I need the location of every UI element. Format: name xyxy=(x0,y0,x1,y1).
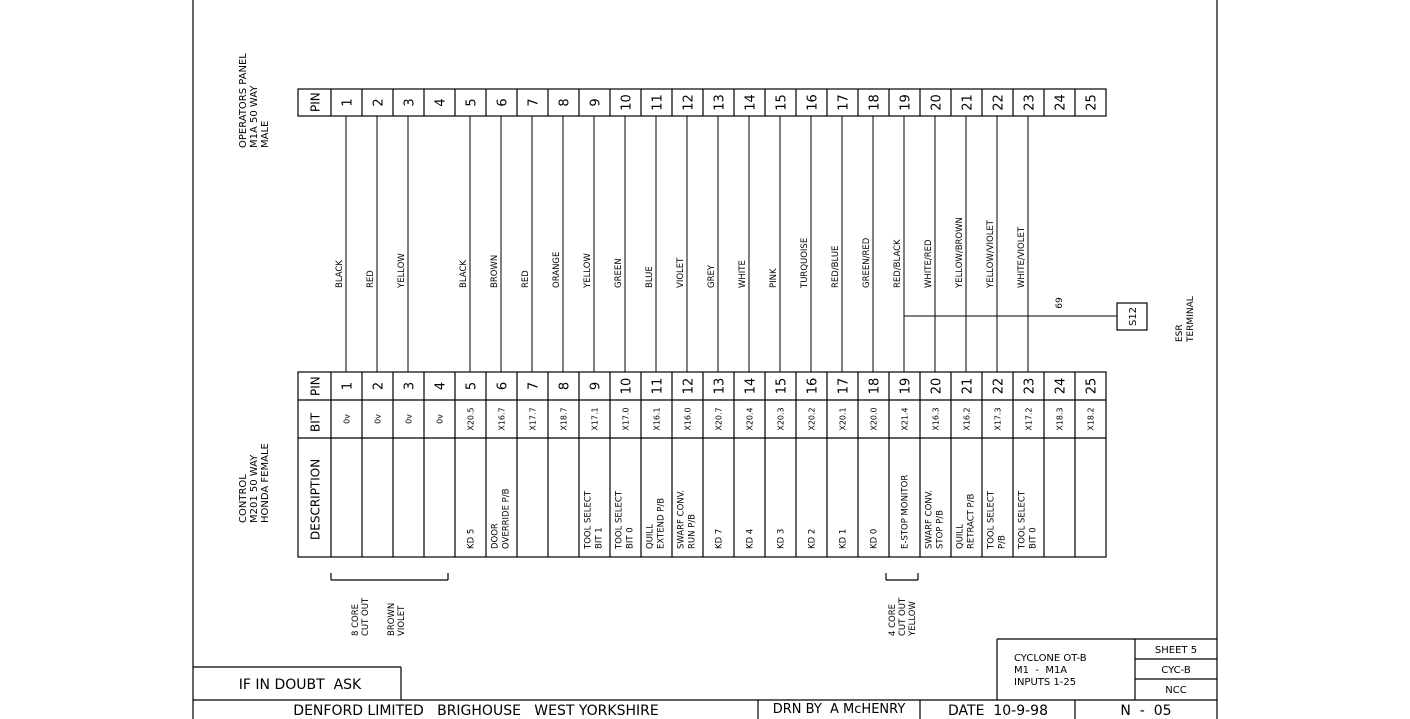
description-line: BIT 0 xyxy=(625,527,636,549)
top-pin-number: 21 xyxy=(960,94,976,111)
wire-color-label: ORANGE xyxy=(552,251,562,288)
esr-terminal xyxy=(904,296,1196,372)
bit-address: 0v xyxy=(373,414,383,424)
bottom-pin-number: 4 xyxy=(433,381,449,391)
bit-address: X20.2 xyxy=(807,407,817,431)
description-line: KD 5 xyxy=(466,528,477,549)
description-line: TOOL SELECT xyxy=(986,490,997,549)
description-line: RUN P/B xyxy=(687,513,698,549)
bottom-pin-number: 8 xyxy=(557,381,573,391)
top-pin-number: 3 xyxy=(402,98,418,107)
description-line: KD 1 xyxy=(838,528,849,549)
top-pin-number: 7 xyxy=(526,98,542,107)
top-pin-number: 5 xyxy=(464,98,480,107)
bit-address: 0v xyxy=(435,414,445,424)
top-pin-number: 2 xyxy=(371,98,387,107)
top-pin-number: 24 xyxy=(1053,94,1069,111)
top-pin-header: PIN xyxy=(308,92,323,112)
cable-note-right-line: 4 CORE xyxy=(888,603,898,636)
date-text: DATE 10-9-98 xyxy=(948,703,1048,719)
description-line: E-STOP MONITOR xyxy=(900,474,911,549)
top-connector-label xyxy=(238,53,271,148)
bottom-pin-number: 13 xyxy=(712,377,728,395)
title-line-3: INPUTS 1-25 xyxy=(1014,677,1077,688)
top-pin-number: 19 xyxy=(898,94,914,111)
cable-note-right-line: CUT OUT xyxy=(898,597,908,636)
wire-color-label: WHITE/RED xyxy=(924,239,934,288)
wire-group xyxy=(335,116,1028,372)
bit-address: X18.7 xyxy=(559,407,569,431)
bottom-pin-number: 12 xyxy=(681,377,697,395)
top-pin-number: 10 xyxy=(619,94,635,111)
title-line-1: CYCLONE OT-B xyxy=(1014,653,1087,664)
description-line: STOP P/B xyxy=(935,510,946,549)
bottom-pin-number: 18 xyxy=(867,377,883,395)
bottom-pin-number: 16 xyxy=(805,377,821,395)
bottom-pin-number: 15 xyxy=(774,377,790,395)
top-pin-number: 12 xyxy=(681,94,697,111)
description-line: OVERRIDE P/B xyxy=(501,488,512,549)
bottom-pin-number: 10 xyxy=(619,377,635,395)
top-pin-number: 22 xyxy=(991,94,1007,111)
bit-address: X16.2 xyxy=(962,407,972,431)
top-pin-number: 8 xyxy=(557,98,573,107)
wire-color-label: YELLOW xyxy=(583,253,593,288)
bit-address: X20.5 xyxy=(466,407,476,431)
top-pin-row-frame xyxy=(298,89,1106,116)
description-line: KD 3 xyxy=(776,528,787,549)
wire-color-label: RED xyxy=(521,270,531,288)
bottom-pin-number: 9 xyxy=(588,381,604,391)
description-line: BIT 1 xyxy=(594,527,605,549)
description-line: KD 0 xyxy=(869,528,880,549)
cable-note-left-line: VIOLET xyxy=(397,605,407,636)
bottom-pin-number: 11 xyxy=(650,377,666,395)
description-line: TOOL SELECT xyxy=(614,490,625,549)
wire-color-label: WHITE/VIOLET xyxy=(1017,226,1027,288)
top-pin-number: 25 xyxy=(1084,94,1100,111)
wire-color-label: GREEN/RED xyxy=(862,237,872,288)
top-pin-row xyxy=(298,89,1106,116)
top-pin-number: 16 xyxy=(805,94,821,111)
bottom-pin-number: 23 xyxy=(1022,377,1038,395)
description-line: KD 4 xyxy=(745,528,756,549)
top-pin-number: 20 xyxy=(929,94,945,111)
description-line: SWARF CONV. xyxy=(676,489,687,549)
description-line: BIT 0 xyxy=(1028,527,1039,549)
wire-color-label: YELLOW xyxy=(397,253,407,288)
wire-color-label: YELLOW/VIOLET xyxy=(986,220,996,288)
title-line-2: M1 - M1A xyxy=(1014,665,1068,676)
esr-label-line: TERMINAL xyxy=(1186,296,1196,342)
bottom-pin-number: 2 xyxy=(371,381,387,391)
bit-address: X20.4 xyxy=(745,407,755,431)
bottom-pin-number: 3 xyxy=(402,381,418,391)
description-line: P/B xyxy=(997,535,1008,549)
bottom-pin-header: PIN xyxy=(308,376,323,396)
wire-color-label: BROWN xyxy=(490,254,500,288)
description-line: RETRACT P/B xyxy=(966,493,977,549)
top-pin-number: 14 xyxy=(743,94,759,111)
description-line: QUILL xyxy=(645,524,656,549)
company-text: DENFORD LIMITED BRIGHOUSE WEST YORKSHIRE xyxy=(293,703,659,719)
description-line: DOOR xyxy=(490,523,501,549)
description-line: TOOL SELECT xyxy=(583,490,594,549)
drawing-code-2: NCC xyxy=(1165,685,1187,696)
bottom-pin-number: 25 xyxy=(1084,377,1100,395)
bottom-pin-number: 5 xyxy=(464,381,480,391)
wire-color-label: YELLOW/BROWN xyxy=(955,217,965,288)
esr-label-line: ESR xyxy=(1175,324,1185,342)
bit-address: X18.2 xyxy=(1086,407,1096,431)
wire-color-label: WHITE xyxy=(738,260,748,288)
bottom-pin-number: 19 xyxy=(898,377,914,395)
bottom-pin-number: 17 xyxy=(836,377,852,395)
top-connector-label-line: OPERATORS PANEL xyxy=(238,53,249,148)
bottom-pin-number: 24 xyxy=(1053,377,1069,395)
top-pin-number: 9 xyxy=(588,98,604,107)
description-header: DESCRIPTION xyxy=(308,458,323,540)
description-line: SWARF CONV. xyxy=(924,489,935,549)
wire-color-label: VIOLET xyxy=(676,257,686,288)
bit-address: X20.1 xyxy=(838,407,848,431)
wire-color-label: BLACK xyxy=(335,260,345,288)
drawn-by-text: DRN BY A McHENRY xyxy=(772,702,906,717)
description-line: TOOL SELECT xyxy=(1017,490,1028,549)
top-pin-number: 18 xyxy=(867,94,883,111)
bit-address: X20.7 xyxy=(714,407,724,431)
top-connector-label-line: M1A 50 WAY xyxy=(249,85,260,148)
bottom-pin-number: 14 xyxy=(743,377,759,395)
wire-color-label: RED/BLACK xyxy=(893,239,903,288)
cable-note-left-line: BROWN xyxy=(387,602,397,636)
drawing-number: N - 05 xyxy=(1120,703,1172,719)
sheet-number: SHEET 5 xyxy=(1154,645,1198,656)
bottom-pin-number: 20 xyxy=(929,377,945,395)
bit-address: X17.1 xyxy=(590,407,600,431)
drawing-code-1: CYC-B xyxy=(1161,665,1191,676)
wire-color-label: RED/BLUE xyxy=(831,245,841,288)
wire-color-label: PINK xyxy=(769,268,779,288)
cable-notes xyxy=(331,573,918,637)
bit-address: X16.0 xyxy=(683,407,693,431)
description-line: EXTEND P/B xyxy=(656,497,667,549)
cable-note-left-line: CUT OUT xyxy=(361,597,371,636)
bit-address: X20.3 xyxy=(776,407,786,431)
description-line: KD 2 xyxy=(807,528,818,549)
top-pin-number: 17 xyxy=(836,94,852,111)
warning-text: IF IN DOUBT ASK xyxy=(238,677,362,693)
bit-address: X16.3 xyxy=(931,407,941,431)
cable-note-right-line: YELLOW xyxy=(908,601,918,636)
wire-color-label: GREEN xyxy=(614,258,624,288)
title-block xyxy=(193,639,1217,719)
top-pin-number: 4 xyxy=(433,98,449,107)
bit-address: X17.2 xyxy=(1024,407,1034,431)
bottom-pin-number: 21 xyxy=(960,377,976,395)
top-pin-number: 1 xyxy=(340,98,356,107)
wire-color-label: BLUE xyxy=(645,266,655,288)
top-pin-number: 15 xyxy=(774,94,790,111)
wire-color-label: GREY xyxy=(707,264,717,288)
bit-address: 0v xyxy=(404,414,414,424)
bit-address: X17.3 xyxy=(993,407,1003,431)
cable-note-left-line: 8 CORE xyxy=(351,603,361,636)
bottom-connector-label-line: HONDA FEMALE xyxy=(260,443,271,523)
description-line: KD 7 xyxy=(714,528,725,549)
wire-color-label: BLACK xyxy=(459,260,469,288)
bottom-connector-label-line: CONTROL xyxy=(238,474,249,523)
bottom-pin-number: 6 xyxy=(495,381,511,391)
wire-color-label: TURQUOISE xyxy=(800,237,810,288)
top-pin-number: 6 xyxy=(495,98,511,107)
bit-address: X20.0 xyxy=(869,407,879,431)
top-pin-number: 11 xyxy=(650,94,666,111)
bit-address: X17.0 xyxy=(621,407,631,431)
esr-terminal-id: S12 xyxy=(1128,306,1139,327)
wire-color-label: RED xyxy=(366,270,376,288)
top-pin-number: 13 xyxy=(712,94,728,111)
bottom-pin-number: 22 xyxy=(991,377,1007,395)
bottom-pin-number: 7 xyxy=(526,381,542,391)
top-connector-label-line: MALE xyxy=(260,120,271,148)
bottom-connector-table xyxy=(298,372,1106,557)
esr-wire-number: 69 xyxy=(1055,297,1065,309)
description-line: QUILL xyxy=(955,524,966,549)
bit-address: X17.7 xyxy=(528,407,538,431)
bottom-pin-number: 1 xyxy=(340,381,356,391)
bit-address: 0v xyxy=(342,414,352,424)
bottom-connector-label xyxy=(238,443,271,523)
bit-address: X16.7 xyxy=(497,407,507,431)
bit-header: BIT xyxy=(308,412,323,432)
bit-address: X16.1 xyxy=(652,407,662,431)
bit-address: X18.3 xyxy=(1055,407,1065,431)
top-pin-number: 23 xyxy=(1022,94,1038,111)
bottom-connector-label-line: M201 50 WAY xyxy=(249,454,260,523)
bit-address: X21.4 xyxy=(900,407,910,431)
